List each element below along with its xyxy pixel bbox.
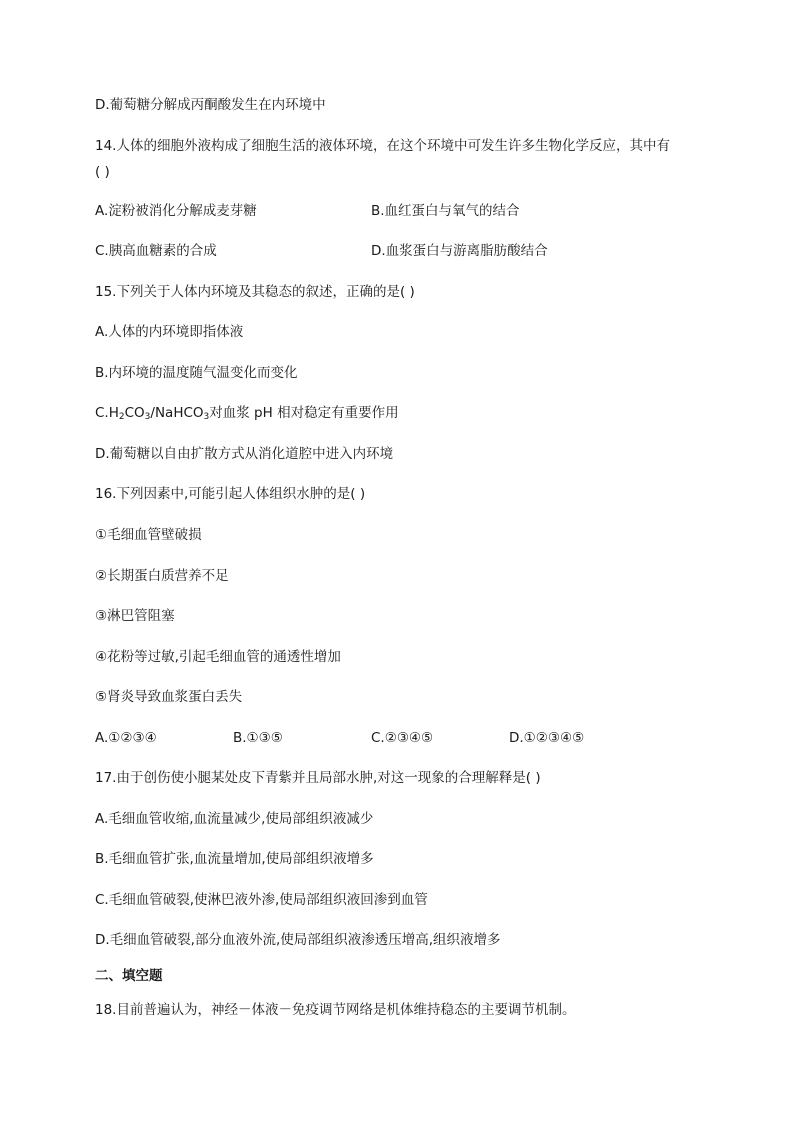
q16-option-c: C.②③④⑤ xyxy=(371,730,434,746)
q16-option-b: B.①③⑤ xyxy=(233,730,283,746)
q14-stem-line1: 14.人体的细胞外液构成了细胞生活的液体环境，在这个环境中可发生许多生物化学反应，其中有 xyxy=(95,138,670,154)
q16-item-1: ①毛细血管壁破损 xyxy=(95,527,202,543)
q14-option-c: C.胰高血糖素的合成 xyxy=(95,243,217,259)
q15-option-b: B.内环境的温度随气温变化而变化 xyxy=(95,365,298,381)
q16-item-5: ⑤肾炎导致血浆蛋白丢失 xyxy=(95,689,243,705)
q14-option-b: B.血红蛋白与氧气的结合 xyxy=(371,203,520,219)
q17-option-a: A.毛细血管收缩,血流量减少,使局部组织液减少 xyxy=(95,811,374,827)
q15-stem: 15.下列关于人体内环境及其稳态的叙述，正确的是( ) xyxy=(95,284,415,300)
q17-stem: 17.由于创伤使小腿某处皮下青紫并且局部水肿,对这一现象的合理解释是( ) xyxy=(95,770,541,786)
q14-option-a: A.淀粉被消化分解成麦芽糖 xyxy=(95,203,257,219)
q15-option-c: $C.H_2CO_3/NaHCO_3$对血浆 pH 相对稳定有重要作用 xyxy=(95,405,399,422)
q14-stem-line2: ( ) xyxy=(95,164,110,180)
q16-item-3: ③淋巴管阻塞 xyxy=(95,608,175,624)
q15-option-a: A.人体的内环境即指体液 xyxy=(95,324,244,340)
q17-option-b: B.毛细血管扩张,血流量增加,使局部组织液增多 xyxy=(95,851,374,867)
q18-stem: 18.目前普遍认为，神经－体液－免疫调节网络是机体维持稳态的主要调节机制。 xyxy=(95,1002,576,1018)
q16-stem: 16.下列因素中,可能引起人体组织水肿的是( ) xyxy=(95,486,366,502)
q16-item-4: ④花粉等过敏,引起毛细血管的通透性增加 xyxy=(95,649,341,665)
q16-option-d: D.①②③④⑤ xyxy=(509,730,585,746)
q17-option-d: D.毛细血管破裂,部分血液外流,使局部组织液渗透压增高,组织液增多 xyxy=(95,932,501,948)
q14-option-d: D.血浆蛋白与游离脂肪酸结合 xyxy=(371,243,548,259)
q13-option-d: D.葡萄糖分解成丙酮酸发生在内环境中 xyxy=(95,97,326,113)
q17-option-c: C.毛细血管破裂,使淋巴液外渗,使局部组织液回渗到血管 xyxy=(95,892,428,908)
q16-option-a: A.①②③④ xyxy=(95,730,157,746)
q15-option-d: D.葡萄糖以自由扩散方式从消化道腔中进入内环境 xyxy=(95,446,394,462)
section-title-fill-in: 二、填空题 xyxy=(95,968,163,984)
q16-item-2: ②长期蛋白质营养不足 xyxy=(95,568,229,584)
